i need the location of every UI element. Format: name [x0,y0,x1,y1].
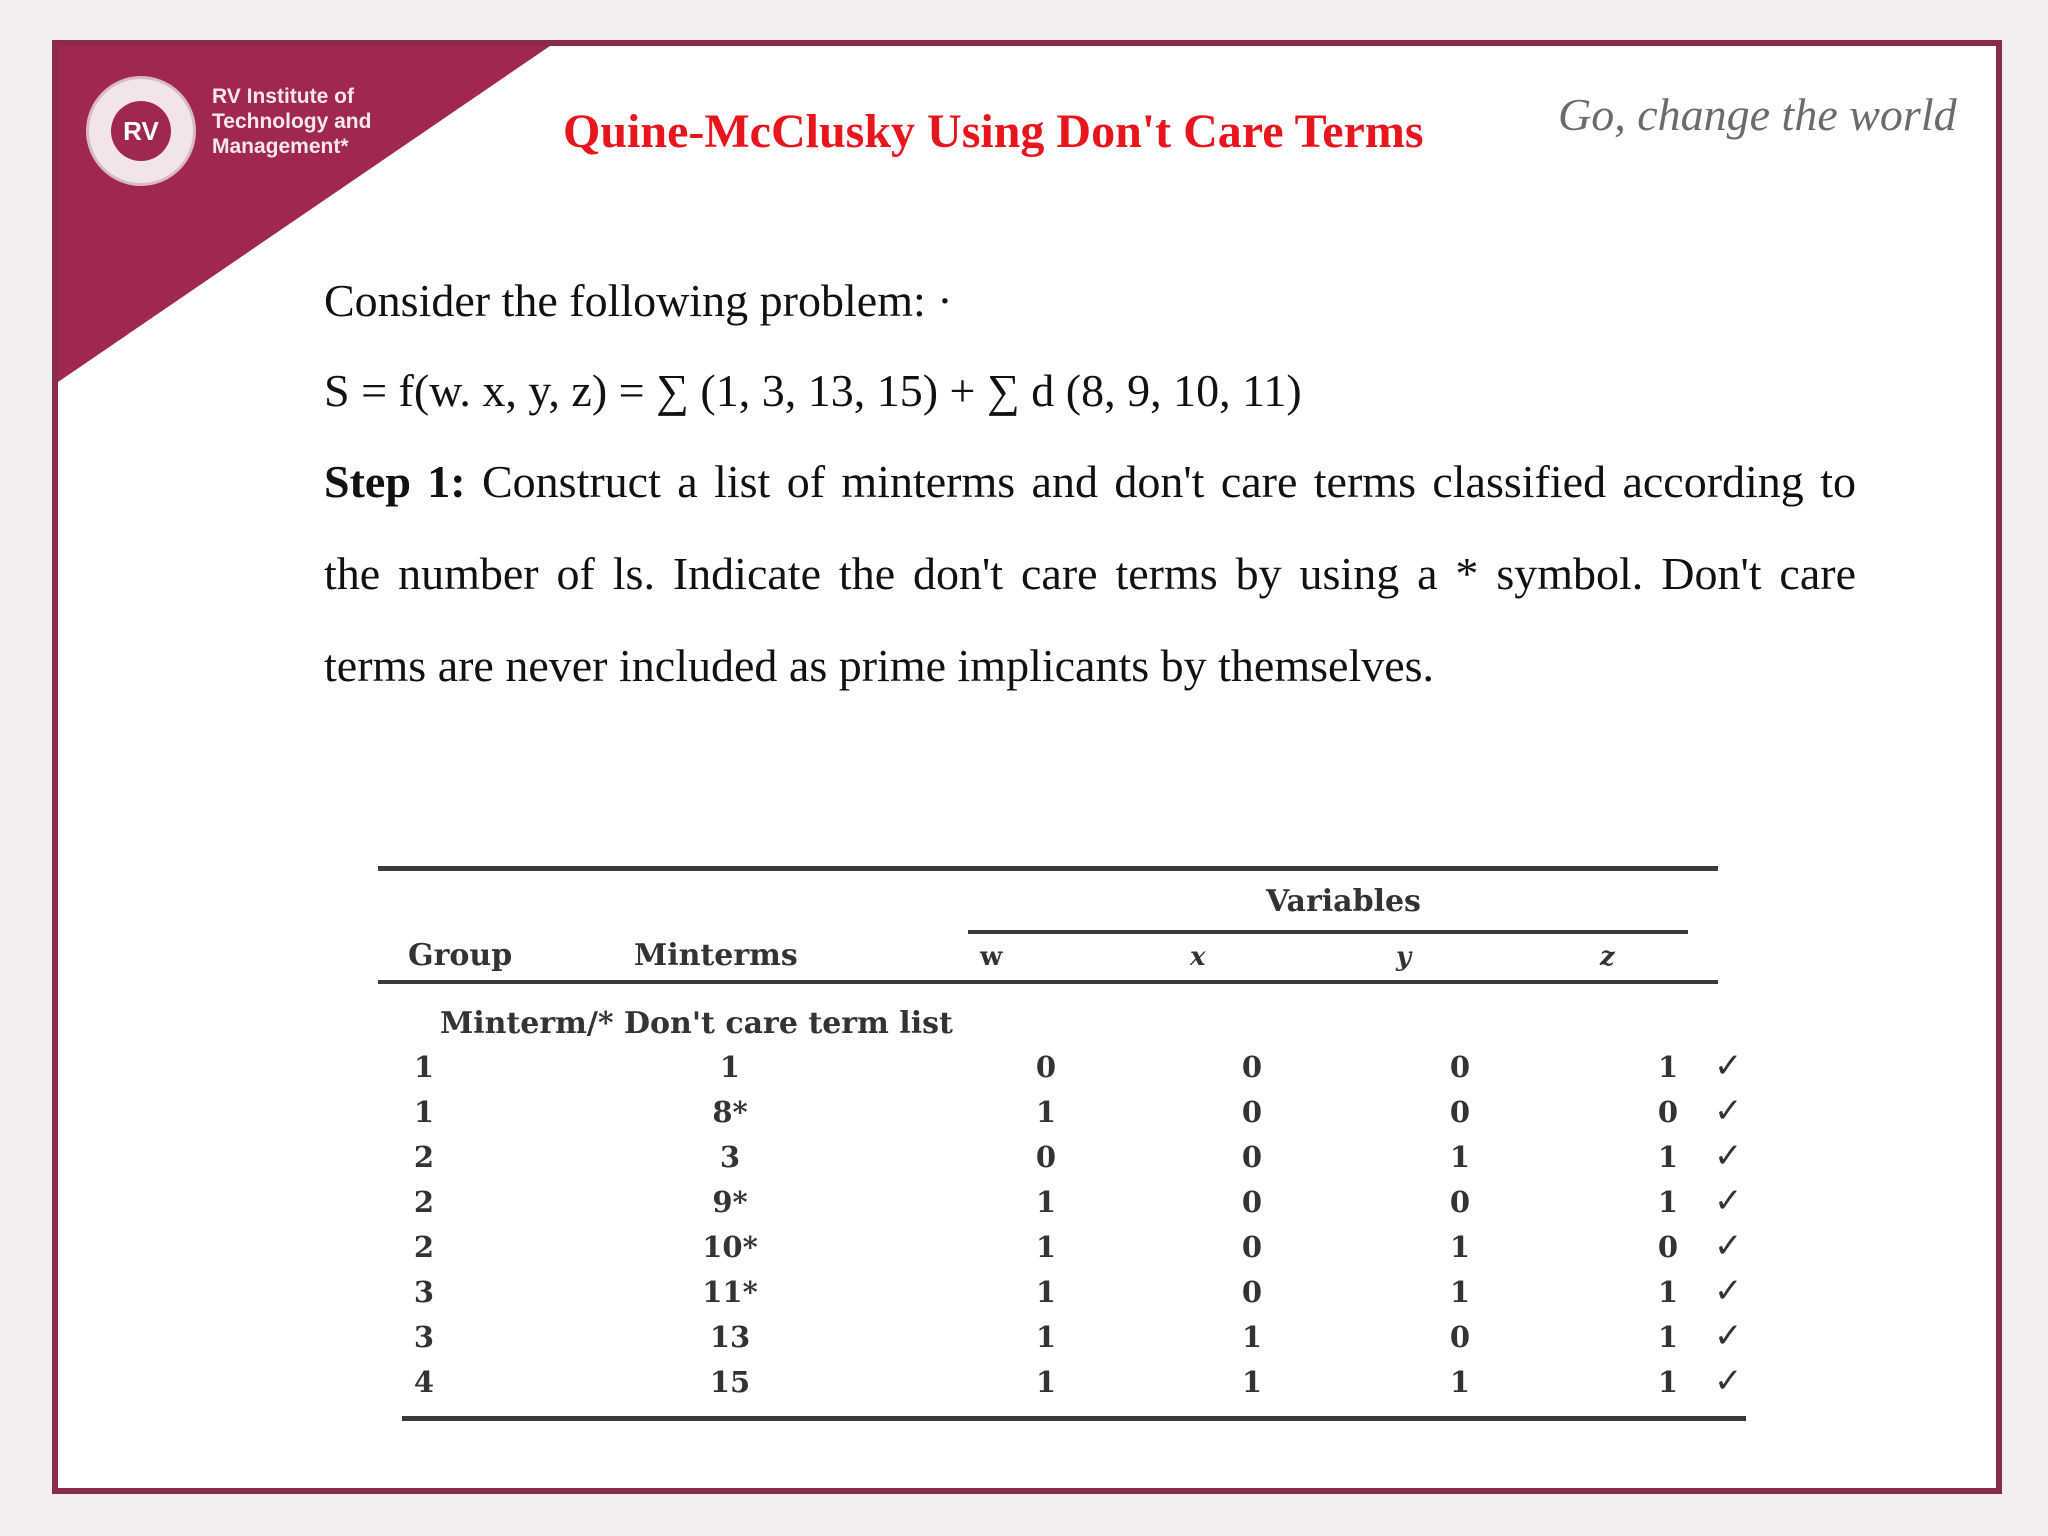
institution-name [212,84,371,159]
cell-x: 0 [1241,1230,1263,1264]
cell-y: 0 [1449,1050,1471,1084]
cell-z: 1 [1657,1140,1679,1174]
slide-title: Quine-McClusky Using Don't Care Terms [563,105,1424,158]
cell-x: 0 [1241,1095,1263,1129]
cell-minterm: 3 [719,1140,741,1174]
tagline: Go, change the world [1558,89,1957,140]
header-z: z [1600,942,1615,972]
cell-w: 0 [1035,1050,1057,1084]
cell-z: 1 [1657,1050,1679,1084]
cell-x: 0 [1241,1140,1263,1174]
cell-y: 0 [1449,1185,1471,1219]
cell-x: 1 [1241,1320,1263,1354]
cell-y: 1 [1449,1230,1471,1264]
cell-minterm: 10* [702,1230,758,1264]
cell-w: 1 [1035,1320,1057,1354]
cell-z: 1 [1657,1275,1679,1309]
cell-z: 1 [1657,1365,1679,1399]
step-paragraph [324,436,1856,712]
institution-name-line: Technology and [212,110,372,133]
cell-w: 1 [1035,1275,1057,1309]
check-icon: ✓ [1714,1271,1743,1311]
cell-w: 1 [1035,1185,1057,1219]
table-top-rule [378,866,1718,871]
cell-minterm: 15 [709,1365,751,1399]
header-y: y [1396,942,1412,972]
variables-rule [968,930,1688,934]
cell-x: 0 [1241,1185,1263,1219]
problem-intro: Consider the following problem: · [324,275,953,326]
cell-group: 1 [413,1095,435,1129]
logo-shield-icon: RV [111,101,171,161]
cell-w: 1 [1035,1230,1057,1264]
function-expression: S = f(w. x, y, z) = ∑ (1, 3, 13, 15) + ∑ d (8, 9, 10, 11) [324,365,1302,416]
cell-w: 0 [1035,1140,1057,1174]
cell-y: 0 [1449,1095,1471,1129]
slide-body [324,256,1856,712]
cell-minterm: 1 [719,1050,741,1084]
check-icon: ✓ [1714,1181,1743,1221]
cell-w: 1 [1035,1365,1057,1399]
cell-group: 3 [413,1275,435,1309]
cell-z: 1 [1657,1320,1679,1354]
minterm-table [378,818,1798,1438]
cell-group: 2 [413,1230,435,1264]
cell-x: 0 [1241,1275,1263,1309]
cell-w: 1 [1035,1095,1057,1129]
check-icon: ✓ [1714,1226,1743,1266]
cell-y: 0 [1449,1320,1471,1354]
institution-name-line: Management* [212,135,349,158]
cell-y: 1 [1449,1140,1471,1174]
check-icon: ✓ [1714,1091,1743,1131]
header-w: w [980,942,1003,972]
slide-frame [52,40,2002,1494]
step-label: Step 1: [324,456,466,507]
institution-logo [86,76,196,186]
check-icon: ✓ [1714,1136,1743,1176]
check-icon: ✓ [1714,1361,1743,1401]
institution-name-line: RV Institute of [212,85,354,108]
cell-minterm: 11* [702,1275,758,1309]
header-variables: Variables [1266,884,1421,919]
cell-group: 4 [413,1365,435,1399]
cell-y: 1 [1449,1365,1471,1399]
cell-x: 1 [1241,1365,1263,1399]
header-rule [378,980,1718,984]
cell-x: 0 [1241,1050,1263,1084]
check-icon: ✓ [1714,1046,1743,1086]
cell-z: 0 [1657,1230,1679,1264]
cell-minterm: 8* [712,1095,748,1129]
cell-z: 0 [1657,1095,1679,1129]
cell-group: 3 [413,1320,435,1354]
cell-y: 1 [1449,1275,1471,1309]
cell-minterm: 13 [709,1320,751,1354]
table-bottom-rule [402,1416,1746,1421]
cell-group: 2 [413,1185,435,1219]
cell-minterm: 9* [712,1185,748,1219]
cell-z: 1 [1657,1185,1679,1219]
check-icon: ✓ [1714,1316,1743,1356]
header-x: x [1190,942,1206,972]
header-minterms: Minterms [634,938,798,973]
step-text: Construct a list of minterms and don't care terms classified according to the number of ls. Indicate the don't care terms by using a * symbol. Don't care terms are never included as prime implicants by themselves. [324,456,1856,691]
cell-group: 1 [413,1050,435,1084]
header-group: Group [408,938,513,973]
section-label: Minterm/* Don't care term list [440,1006,953,1041]
cell-group: 2 [413,1140,435,1174]
